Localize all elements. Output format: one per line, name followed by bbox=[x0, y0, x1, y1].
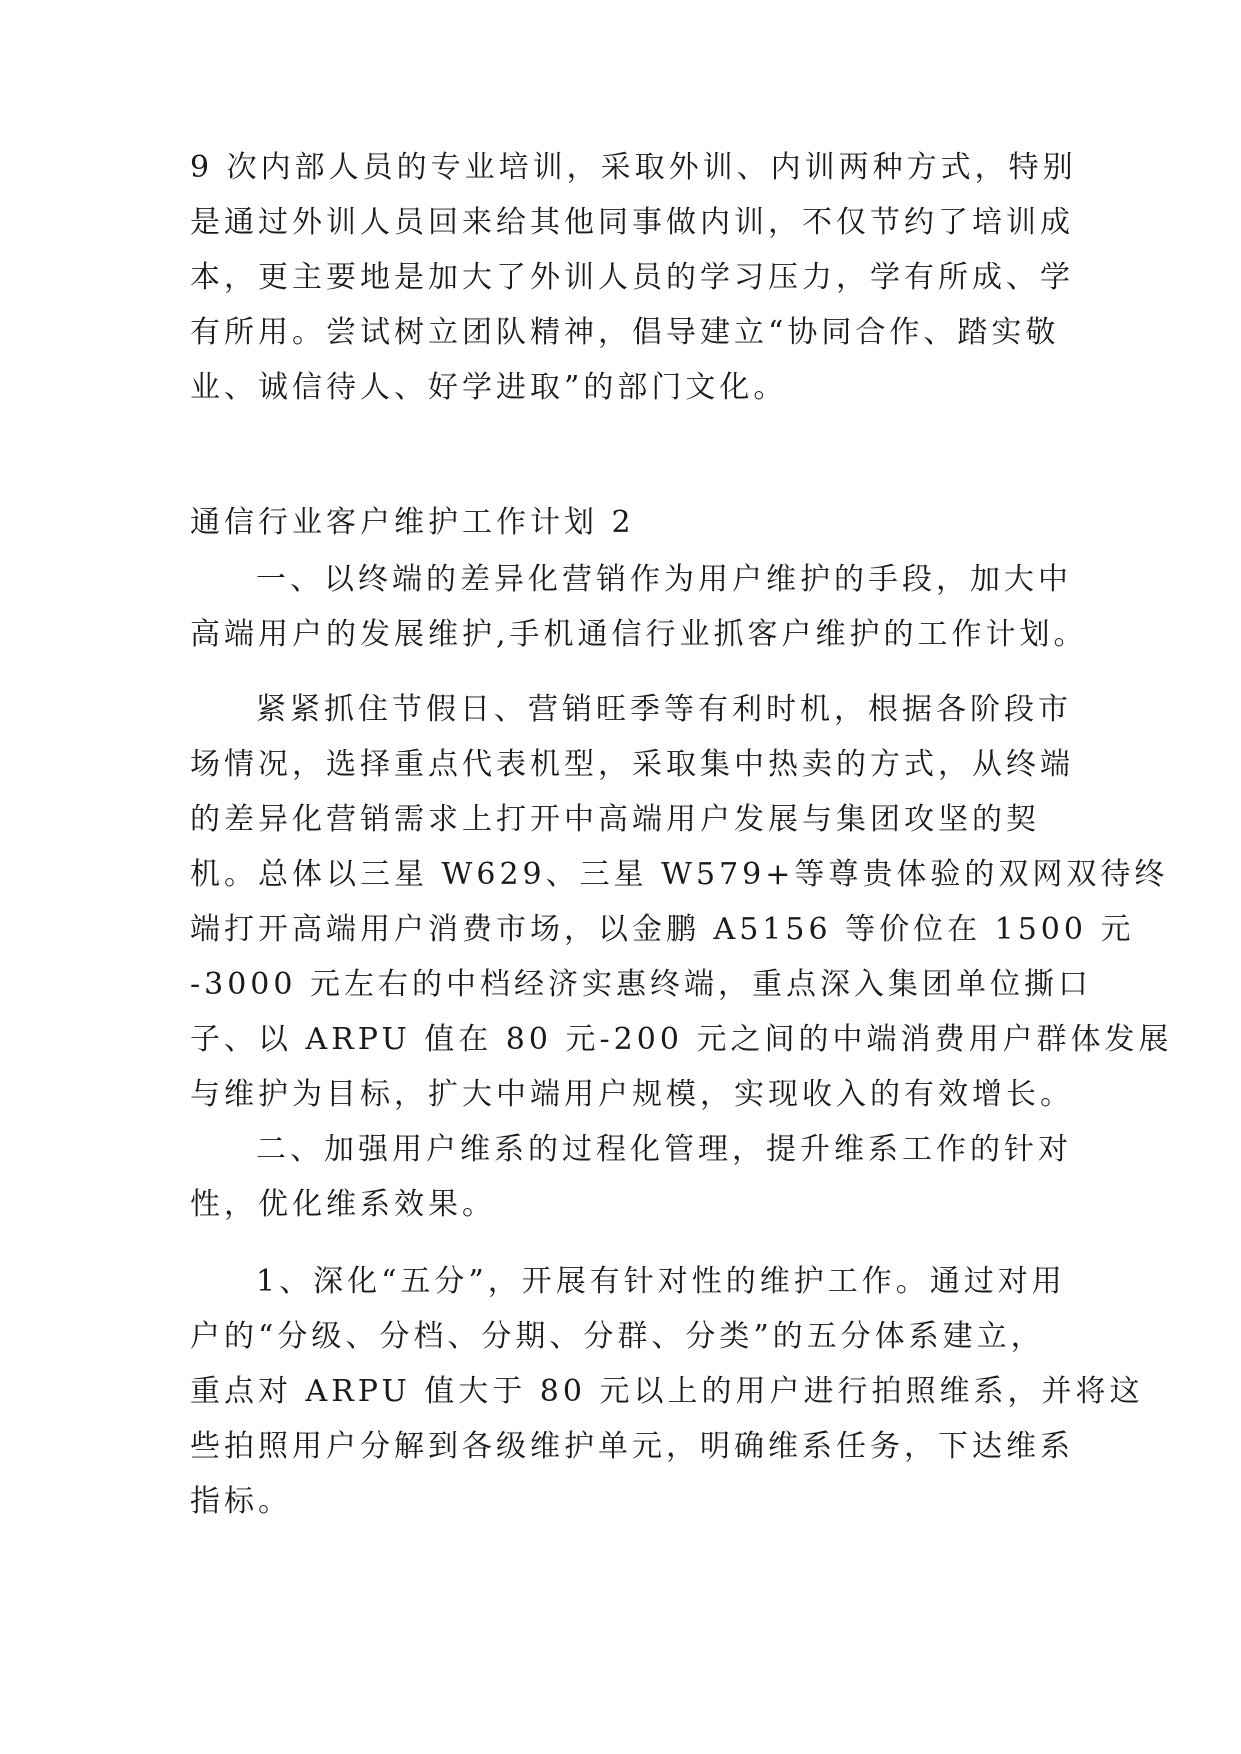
text-line: 1、深化“五分”，开展有针对性的维护工作。通过对用 bbox=[256, 1264, 1066, 1299]
text-line: 子、以 ARPU 值在 80 元-200 元之间的中端消费用户群体发展 bbox=[190, 1022, 1173, 1057]
text-line: 机。总体以三星 W629、三星 W579+等尊贵体验的双网双待终 bbox=[190, 857, 1169, 892]
text-line: 些拍照用户分解到各级维护单元，明确维系任务，下达维系 bbox=[190, 1429, 1074, 1464]
text-line: 二、加强用户维系的过程化管理，提升维系工作的针对 bbox=[256, 1132, 1072, 1167]
text-line: 场情况，选择重点代表机型，采取集中热卖的方式，从终端 bbox=[190, 747, 1074, 782]
text-line: 与维护为目标，扩大中端用户规模，实现收入的有效增长。 bbox=[190, 1077, 1074, 1112]
text-line: -3000 元左右的中档经济实惠终端，重点深入集团单位撕口 bbox=[190, 967, 1093, 1002]
section-heading: 通信行业客户维护工作计划 2 bbox=[190, 505, 635, 540]
text-line: 高端用户的发展维护,手机通信行业抓客户维护的工作计划。 bbox=[190, 617, 1088, 652]
text-line: 性，优化维系效果。 bbox=[190, 1187, 496, 1222]
text-line: 的差异化营销需求上打开中高端用户发展与集团攻坚的契 bbox=[190, 802, 1040, 837]
text-line: 端打开高端用户消费市场，以金鹏 A5156 等价位在 1500 元 bbox=[190, 912, 1135, 947]
text-line: 指标。 bbox=[190, 1484, 292, 1519]
text-line: 紧紧抓住节假日、营销旺季等有利时机，根据各阶段市 bbox=[256, 692, 1072, 727]
text-line: 有所用。尝试树立团队精神，倡导建立“协同合作、踏实敬 bbox=[190, 315, 1060, 350]
text-line: 本，更主要地是加大了外训人员的学习压力，学有所成、学 bbox=[190, 260, 1074, 295]
text-line: 重点对 ARPU 值大于 80 元以上的用户进行拍照维系，并将这 bbox=[190, 1374, 1144, 1409]
text-line: 户的“分级、分档、分期、分群、分类”的五分体系建立， bbox=[190, 1319, 1045, 1354]
text-line: 是通过外训人员回来给其他同事做内训，不仅节约了培训成 bbox=[190, 205, 1074, 240]
text-line: 一、以终端的差异化营销作为用户维护的手段，加大中 bbox=[256, 562, 1072, 597]
text-line: 业、诚信待人、好学进取”的部门文化。 bbox=[190, 370, 788, 405]
text-line: 9 次内部人员的专业培训，采取外训、内训两种方式，特别 bbox=[190, 150, 1077, 185]
